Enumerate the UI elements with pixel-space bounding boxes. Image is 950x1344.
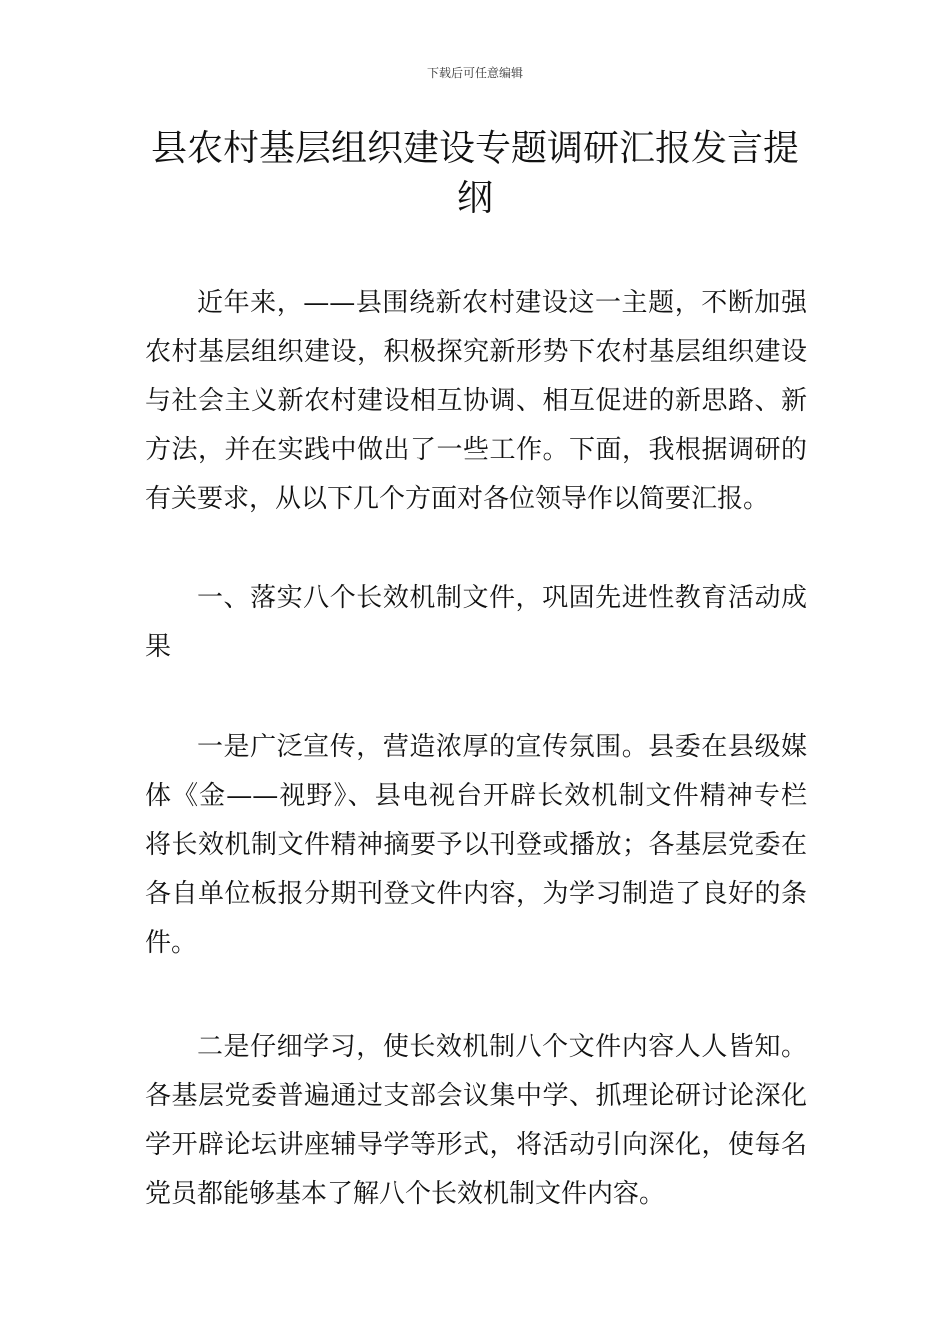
section-heading-1: 一、落实八个长效机制文件，巩固先进性教育活动成果 — [145, 583, 807, 662]
document-title: 县农村基层组织建设专题调研汇报发言提纲 — [150, 128, 799, 219]
paragraph-point-2: 二是仔细学习，使长效机制八个文件内容人人皆知。各基层党委普遍通过支部会议集中学、抓理论研讨论深化学开辟论坛讲座辅导学等形式，将活动引向深化，使每名党员都能够基本了解八个长效机制文件内容。 — [145, 1032, 807, 1209]
page-header-note: 下载后可任意编辑 — [426, 66, 523, 80]
paragraph-intro: 近年来，——县围绕新农村建设这一主题，不断加强农村基层组织建设，积极探究新形势下农村基层组织建设与社会主义新农村建设相互协调、相互促进的新思路、新方法，并在实践中做出了一些工作。下面，我根据调研的有关要求，从以下几个方面对各位领导作以简要汇报。 — [145, 288, 807, 514]
paragraph-point-1: 一是广泛宣传，营造浓厚的宣传氛围。县委在县级媒体《金——视野》、县电视台开辟长效机制文件精神专栏将长效机制文件精神摘要予以刊登或播放；各基层党委在各自单位板报分期刊登文件内容，为学习制造了良好的条件。 — [145, 732, 807, 958]
